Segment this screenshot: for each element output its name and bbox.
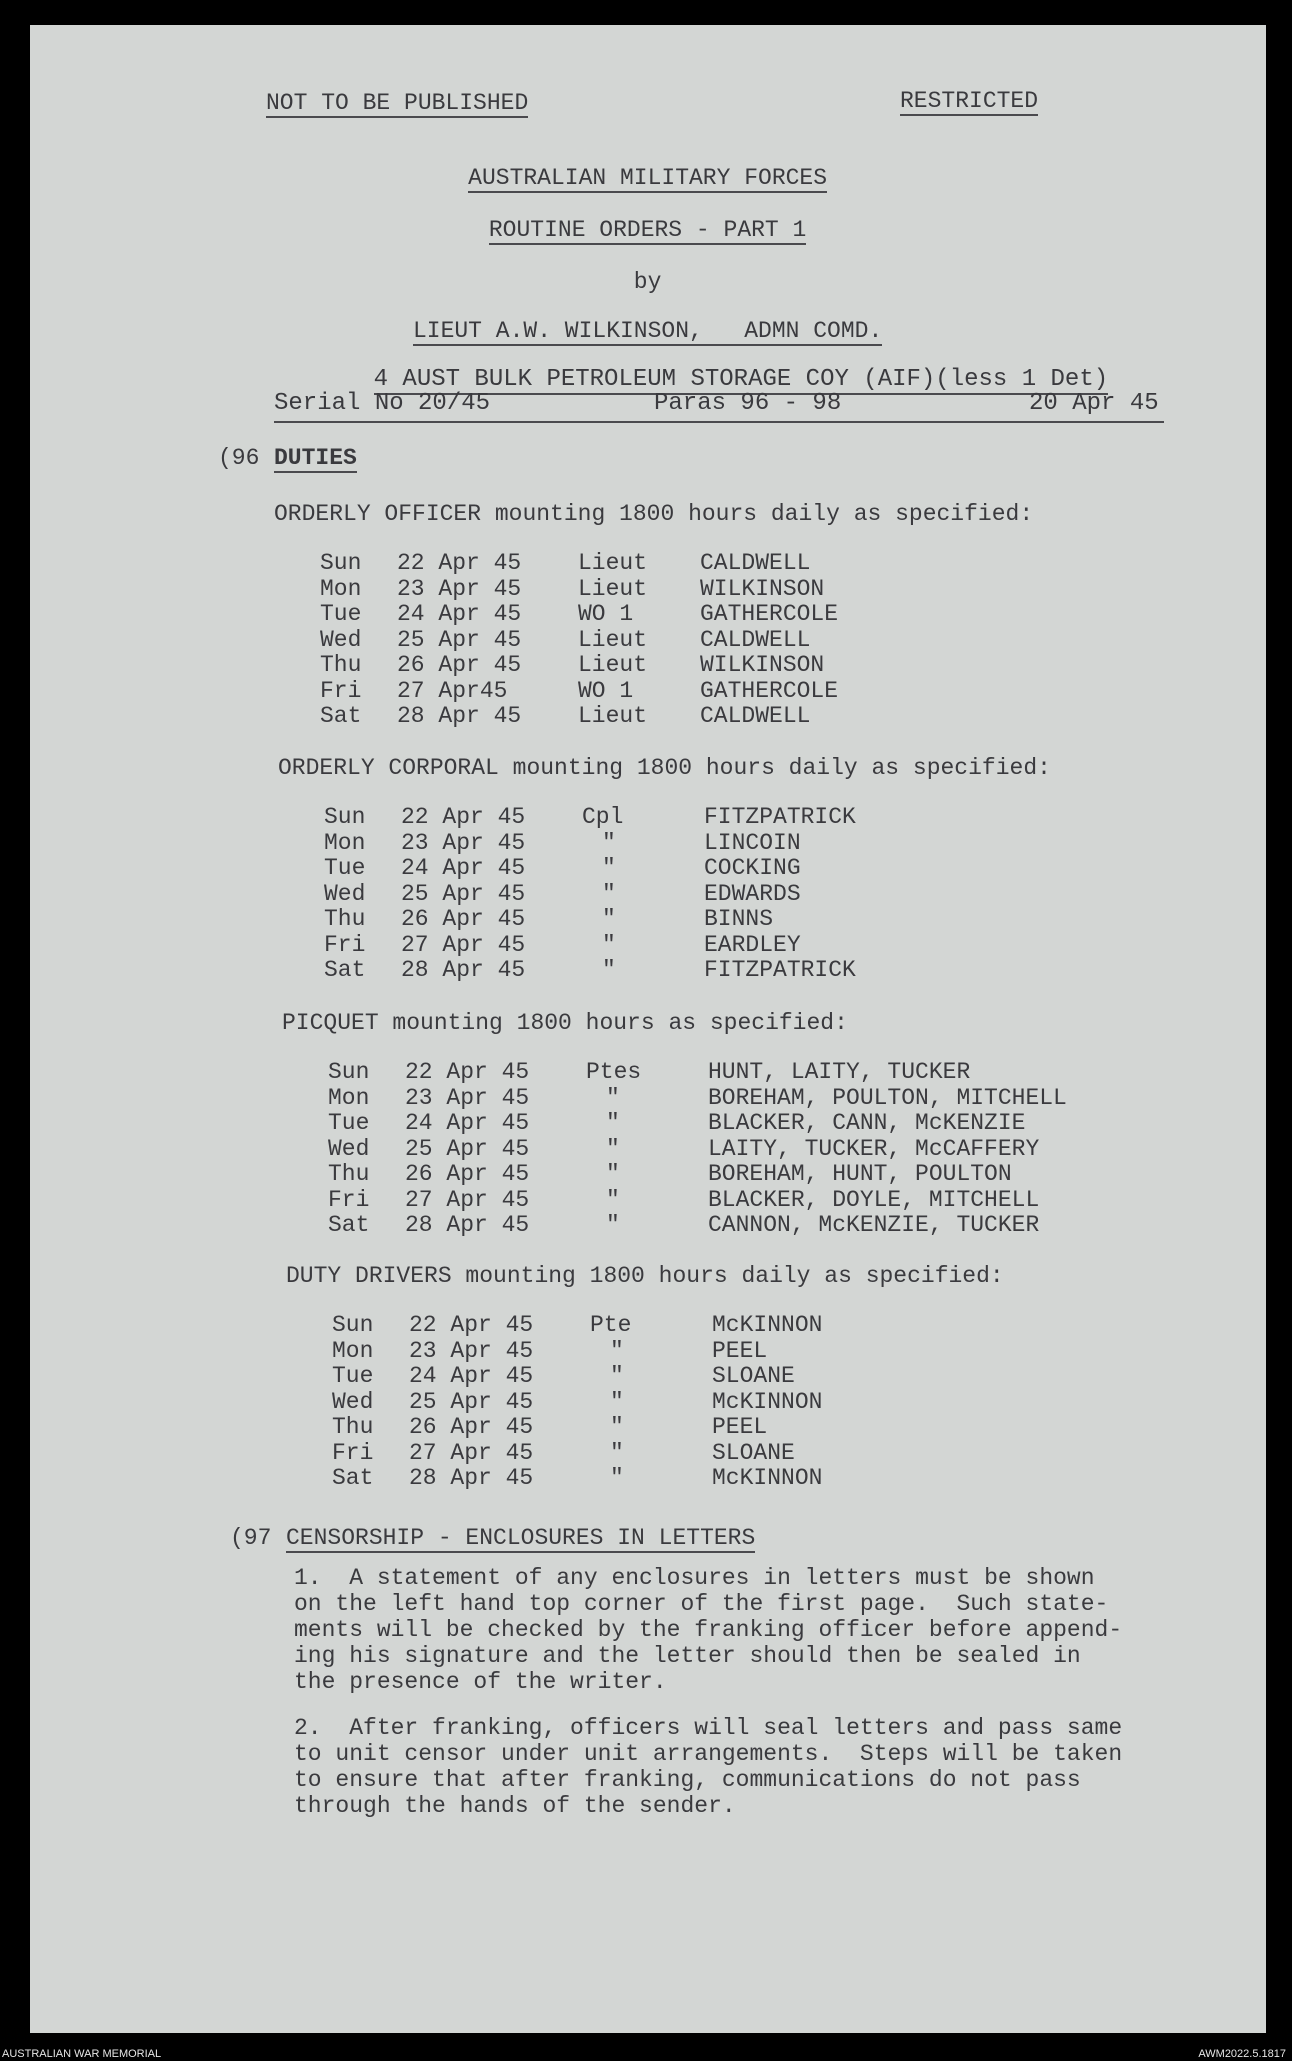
duty-name: McKINNON xyxy=(712,1312,823,1338)
duty-date: 23 Apr 45 xyxy=(405,1084,530,1111)
duty-day: Tue xyxy=(320,601,362,627)
duty-date: 22 Apr 45 xyxy=(401,804,526,830)
duty-date: 23 Apr 45 xyxy=(401,829,526,856)
paragraph-line: 1. A statement of any enclosures in letters must be shown xyxy=(294,1565,1095,1591)
serial-line xyxy=(274,391,1164,423)
duty-date: 24 Apr 45 xyxy=(409,1363,534,1389)
duty-name: SLOANE xyxy=(712,1363,795,1389)
duty-name: CALDWELL xyxy=(700,626,811,653)
duty-day: Mon xyxy=(320,575,362,602)
duty-day: Mon xyxy=(332,1337,374,1364)
duty-name: FITZPATRICK xyxy=(704,957,856,983)
duty-name: CANNON, McKENZIE, TUCKER xyxy=(708,1212,1040,1238)
duty-rank: Lieut xyxy=(578,652,648,678)
duty-date: 25 Apr 45 xyxy=(409,1388,534,1415)
duty-date: 28 Apr 45 xyxy=(397,703,522,729)
duty-name: McKINNON xyxy=(712,1465,823,1491)
duty-rank: " xyxy=(606,1161,620,1187)
duty-rank: WO 1 xyxy=(578,677,634,704)
duty-name: WILKINSON xyxy=(700,575,825,602)
duty-name: CALDWELL xyxy=(700,703,811,729)
duty-day: Wed xyxy=(328,1135,370,1162)
paragraph-line: to ensure that after franking, communications do not pass xyxy=(294,1767,1081,1793)
duty-rank: " xyxy=(610,1465,624,1491)
duty-rank: Lieut xyxy=(578,550,648,576)
not-to-be-published: NOT TO BE PUBLISHED xyxy=(266,90,529,116)
duty-name: PEEL xyxy=(712,1414,768,1440)
duty-day: Wed xyxy=(320,626,362,653)
duty-name: SLOANE xyxy=(712,1439,795,1466)
paragraph-line: on the left hand top corner of the first page. Such state- xyxy=(294,1591,1109,1617)
duty-date: 22 Apr 45 xyxy=(397,550,522,576)
duty-day: Sun xyxy=(320,550,362,576)
paragraph-line: the presence of the writer. xyxy=(294,1669,667,1695)
duty-rank: " xyxy=(602,880,616,907)
duty-date: 25 Apr 45 xyxy=(397,626,522,653)
duty-day: Tue xyxy=(332,1363,374,1389)
duty-name: EARDLEY xyxy=(704,931,801,958)
duty-day: Tue xyxy=(328,1110,370,1136)
duty-rank: Lieut xyxy=(578,575,648,602)
duty-day: Wed xyxy=(324,880,366,907)
duty-day: Thu xyxy=(328,1161,370,1187)
duty-day: Fri xyxy=(332,1439,374,1466)
duty-rank: Cpl xyxy=(582,804,624,830)
paragraph-line: ments will be checked by the franking officer before append- xyxy=(294,1617,1123,1643)
duty-date: 26 Apr 45 xyxy=(405,1161,530,1187)
duty-date: 27 Apr45 xyxy=(397,677,508,704)
para-96-title: DUTIES xyxy=(274,445,357,471)
order-date: 20 Apr 45 xyxy=(1029,390,1159,417)
section-heading: ORDERLY OFFICER mounting 1800 hours daily as specified: xyxy=(274,501,1034,527)
duty-day: Mon xyxy=(324,829,366,856)
duty-day: Sat xyxy=(320,703,362,729)
duty-date: 24 Apr 45 xyxy=(397,601,522,627)
duty-date: 25 Apr 45 xyxy=(405,1135,530,1162)
duty-rank: Lieut xyxy=(578,703,648,729)
duty-name: BOREHAM, POULTON, MITCHELL xyxy=(708,1084,1067,1111)
duty-day: Sat xyxy=(332,1465,374,1491)
duty-rank: Pte xyxy=(590,1312,632,1338)
duty-name: HUNT, LAITY, TUCKER xyxy=(708,1059,971,1085)
officer-line: LIEUT A.W. WILKINSON, ADMN COMD. xyxy=(412,318,883,344)
duty-name: McKINNON xyxy=(712,1388,823,1415)
document-page xyxy=(30,25,1266,2033)
by-label: by xyxy=(633,269,662,295)
duty-date: 28 Apr 45 xyxy=(405,1212,530,1238)
para-97-number: (97 xyxy=(230,1525,272,1551)
duty-name: GATHERCOLE xyxy=(700,601,839,627)
duty-rank: " xyxy=(610,1363,624,1389)
duty-date: 28 Apr 45 xyxy=(409,1465,534,1491)
section-heading: DUTY DRIVERS mounting 1800 hours daily as specified: xyxy=(286,1263,1004,1289)
paragraph-line: through the hands of the sender. xyxy=(294,1793,736,1819)
duty-day: Sat xyxy=(328,1212,370,1238)
duty-day: Tue xyxy=(324,855,366,881)
duty-rank: " xyxy=(606,1186,620,1213)
paras-range: Paras 96 - 98 xyxy=(654,390,842,417)
duty-day: Sat xyxy=(324,957,366,983)
duty-name: GATHERCOLE xyxy=(700,677,839,704)
duty-rank: " xyxy=(606,1135,620,1162)
duty-name: EDWARDS xyxy=(704,880,801,907)
duty-name: LAITY, TUCKER, McCAFFERY xyxy=(708,1135,1040,1162)
duty-date: 22 Apr 45 xyxy=(405,1059,530,1085)
duty-day: Thu xyxy=(332,1414,374,1440)
duty-name: FITZPATRICK xyxy=(704,804,856,830)
footer-right: AWM2022.5.1817 xyxy=(1198,2048,1286,2060)
section-heading: PICQUET mounting 1800 hours as specified: xyxy=(282,1010,848,1036)
duty-day: Mon xyxy=(328,1084,370,1111)
duty-rank: " xyxy=(606,1110,620,1136)
orders-title: ROUTINE ORDERS - PART 1 xyxy=(488,217,807,243)
duty-date: 23 Apr 45 xyxy=(409,1337,534,1364)
duty-day: Fri xyxy=(324,931,366,958)
duty-date: 26 Apr 45 xyxy=(401,906,526,932)
duty-rank: " xyxy=(602,855,616,881)
para-97-title: CENSORSHIP - ENCLOSURES IN LETTERS xyxy=(286,1525,756,1551)
duty-date: 25 Apr 45 xyxy=(401,880,526,907)
paragraph-line: 2. After franking, officers will seal letters and pass same xyxy=(294,1715,1123,1741)
duty-name: BLACKER, CANN, McKENZIE xyxy=(708,1110,1026,1136)
duty-date: 27 Apr 45 xyxy=(405,1186,530,1213)
duty-name: COCKING xyxy=(704,855,801,881)
forces-title: AUSTRALIAN MILITARY FORCES xyxy=(468,165,828,191)
duty-day: Sun xyxy=(328,1059,370,1085)
duty-rank: " xyxy=(606,1084,620,1111)
paragraph-line: to unit censor under unit arrangements. Steps will be taken xyxy=(294,1741,1123,1767)
duty-rank: Lieut xyxy=(578,626,648,653)
duty-day: Thu xyxy=(324,906,366,932)
paragraph-line: ing his signature and the letter should then be sealed in xyxy=(294,1643,1081,1669)
duty-rank: " xyxy=(602,957,616,983)
duty-name: WILKINSON xyxy=(700,652,825,678)
duty-day: Fri xyxy=(328,1186,370,1213)
duty-rank: " xyxy=(610,1414,624,1440)
duty-day: Wed xyxy=(332,1388,374,1415)
duty-name: PEEL xyxy=(712,1337,768,1364)
duty-day: Sun xyxy=(332,1312,374,1338)
duty-rank: " xyxy=(606,1212,620,1238)
duty-name: CALDWELL xyxy=(700,550,811,576)
para-96-number: (96 xyxy=(218,445,260,471)
duty-date: 23 Apr 45 xyxy=(397,575,522,602)
section-heading: ORDERLY CORPORAL mounting 1800 hours daily as specified: xyxy=(278,755,1051,781)
duty-name: LINCOIN xyxy=(704,829,801,856)
duty-name: BOREHAM, HUNT, POULTON xyxy=(708,1161,1012,1187)
duty-rank: " xyxy=(602,829,616,856)
duty-date: 26 Apr 45 xyxy=(397,652,522,678)
duty-rank: " xyxy=(602,931,616,958)
duty-rank: " xyxy=(610,1439,624,1466)
duty-rank: " xyxy=(610,1337,624,1364)
duty-rank: " xyxy=(610,1388,624,1415)
duty-rank: Ptes xyxy=(586,1059,642,1085)
restricted-label: RESTRICTED xyxy=(900,88,1039,114)
duty-date: 22 Apr 45 xyxy=(409,1312,534,1338)
footer-left: AUSTRALIAN WAR MEMORIAL xyxy=(2,2048,162,2060)
duty-date: 24 Apr 45 xyxy=(401,855,526,881)
duty-rank: " xyxy=(602,906,616,932)
duty-date: 27 Apr 45 xyxy=(409,1439,534,1466)
duty-date: 27 Apr 45 xyxy=(401,931,526,958)
duty-day: Thu xyxy=(320,652,362,678)
duty-date: 28 Apr 45 xyxy=(401,957,526,983)
duty-name: BLACKER, DOYLE, MITCHELL xyxy=(708,1186,1040,1213)
duty-rank: WO 1 xyxy=(578,601,634,627)
duty-date: 26 Apr 45 xyxy=(409,1414,534,1440)
duty-day: Fri xyxy=(320,677,362,704)
unit-line: 4 AUST BULK PETROLEUM STORAGE COY (AIF)(less 1 Det) xyxy=(373,366,1109,393)
duty-name: BINNS xyxy=(704,906,774,932)
duty-date: 24 Apr 45 xyxy=(405,1110,530,1136)
duty-day: Sun xyxy=(324,804,366,830)
serial-number: Serial No 20/45 xyxy=(274,390,491,417)
